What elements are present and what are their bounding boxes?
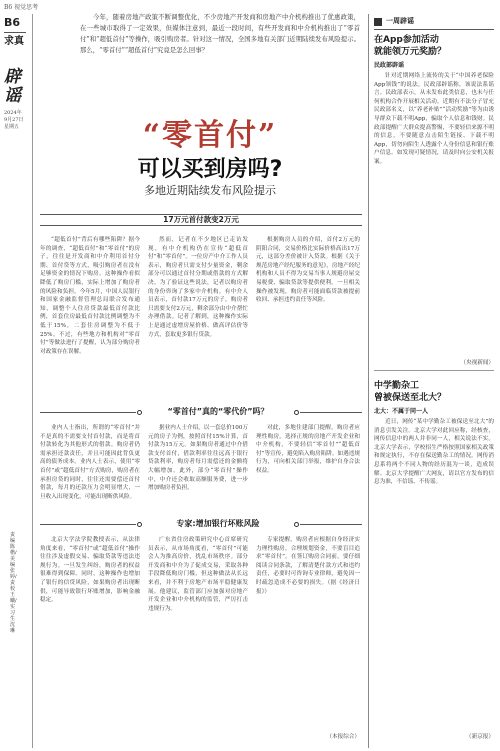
right-article2-source: 北大：不属于同一人: [374, 408, 429, 415]
lede-paragraph: 今年，随着房地产政策不断调整优化，不少房地产开发商和房地产中介机构推出了优惠政策，在一些城市取得了一定效果，但媒体注意到，最近一段时间，有些开发商和中介机构推出了“零首付”和“超低首付”等操作，吸引购房者。针对这一情况，全国多地有关部门近期陆续发布风险提示。那么，“零首付”“超低首付”究竟是怎么回事？: [80, 13, 360, 54]
right-article2-credit: （新京报）: [466, 734, 494, 740]
section2-col3: 对此，多地住建部门提醒，购房者应理性购房，选择正规的房地产开发企业和中介机构，不要轻信“零首付”“超低首付”等宣传，避免陷入购房陷阱。如遇违规行为，可向相关部门举报，维护自身合法权益。: [256, 425, 360, 474]
right-column-tag: 一周辟谣: [386, 17, 414, 25]
section2-title: “零首付”真的“零代价”吗？: [167, 407, 269, 416]
right-article1-credit: （央视新闻）: [460, 360, 494, 366]
editor-credit: 责编 陈楷/美编 张婷/责校 王曦/实习生 沈琳: [10, 532, 17, 634]
section-label: 求真: [4, 36, 24, 47]
section3-title: 专家:增加银行坏账风险: [176, 519, 260, 528]
section2-col1: 业内人士指出，所谓的“零首付”并不是真的不需要支付首付款，而是将首付款转化为其他形式的借款。购房者仍需承担还款责任，并且可能因此背负更高的债务成本。业内人士表示，使用“零首付”或“超低首付”方式购房，购房者在承担房贷的同时，往往还需要偿还首付借款，每月的还款压力会明显增大，一旦收入出现变化，可能出现断供风险。: [40, 425, 140, 500]
section3-col2: 广东省住房政策研究中心首席研究员表示，从市场角度看，“零首付”可能会人为推高房价，扰乱市场秩序。部分开发商和中介为了促成交易，采取各种手段降低购房门槛，但这种做法从长远来看，并不利于房地产市场平稳健康发展。他建议，监管部门应加强对房地产开发企业和中介机构的监管，严厉打击违规行为。: [148, 537, 248, 612]
page-number: B6: [4, 16, 21, 29]
page-header: B6 视觉思考: [4, 4, 39, 11]
issue-date: 2024年 9月27日 星期五: [4, 110, 24, 130]
right-article1-source: 民政部辟谣: [374, 62, 405, 69]
column-title: 辟谣: [4, 67, 21, 106]
section3-col1: 北京大学法学院教授表示，从法律角度来看，“零首付”或“超低首付”操作往往涉及虚假交易、骗取贷款等违法违规行为。一旦发生纠纷，购房者的权益很难得到保障。同时，这种操作也增加了银行的信贷风险，如果购房者出现断供，可能导致银行坏账增加，影响金融稳定。: [40, 537, 140, 604]
section1-col1: “超低首付”背后有哪些陷阱？据今年的调查，“超低首付”和“零首付”的房子，往往是开发商和中介利用首付分期、首付贷等方式，吸引购房者在没有足够资金的情况下购房。这种操作看似降低了购房门槛，实际上增加了购房者的风险和负担。今年5月，中国人民银行和国家金融监督管理总局联合发布通知，调整个人住房贷款最低首付款比例，首套住房最低首付款比例调整为不低于15%，二套住房调整为不低于25%。不过，有些地方和机构对“零首付”等做法进行了提醒，认为部分购房者对政策存在误解。: [40, 237, 140, 355]
headline-sub: 多地近期陆续发布风险提示: [144, 184, 276, 197]
right-article2-title: 中学勤杂工 曾被保送至北大？: [374, 381, 447, 403]
headline-quote: “零首付”: [142, 118, 278, 153]
section3-col3: 专家提醒，购房者应根据自身经济实力理性购房，合理规划资金，不要盲目追求“零首付”。在签订购房合同前，要仔细阅读合同条款，了解清楚付款方式和违约责任，必要时可咨询专业律师，避免因一时疏忽造成不必要的损失。（据《经济日报》）: [256, 537, 360, 595]
section1-col3: 根据购房人员的介绍，首付2万元的阴阳合同，交易价格比实际价格高出17万元，这部分差价被计入贷款。根据《关于规范房地产经纪服务的意见》，房地产经纪机构和人员不得为交易当事人规避房屋交易税费、骗取贷款等提供便利。一旦相关操作被发现，购房者可能面临贷款被提前收回、承担违约责任等风险。: [256, 237, 360, 304]
section3-credit: （本报综合）: [326, 734, 360, 740]
section1-col2: 然而，记者在不少地区已走访发现，有中介机构仍在宣传“超低首付”和“零首付”。一位房产中介工作人员表示，购房者只需支付少量资金，剩余部分可以通过首付分期或借款的方式解决。为了验证这些说法，记者以购房者的身份咨询了多家中介机构。有中介人员表示，首付款17万元的房子，购房者只需要支付2万元，剩余部分由中介帮忙办理借款。记者了解到，这种操作实际上是通过虚增房屋价格、做高评估价等方式，套取更多银行贷款。: [148, 237, 248, 338]
right-article1-title: 在App参加活动 就能领万元奖励？: [374, 35, 447, 57]
right-article2-body: 近日，网传“某中学勤杂工被保送至北大”的消息引发关注。北京大学对此回应称，经核查，网传信息中的两人并非同一人，相关说法不实。北京大学表示，学校招生严格按照国家相关政策和规定执行，不存在保送勤杂工的情况。网传消息系将两个不同人物的经历混为一谈，造成误解。北京大学提醒广大网友，请以官方发布的信息为准，不信谣、不传谣。: [374, 419, 494, 486]
sidebar: [0, 12, 32, 751]
section2-col2: 据业内人士介绍，以一套总价100万元的房子为例，按照首付15%计算，首付款为15万元。如果购房者通过中介借款支付首付，借款利率往往远高于银行贷款利率，购房者每月需偿还的金额将大幅增加。此外，部分“零首付”操作中，中介还会收取高额服务费，进一步增加购房者负担。: [148, 425, 248, 492]
right-article1-body: 针对近期网络上流传的关于“中国养老保险App领钱”的说法，民政部辟谣称，该说法系谣言。民政部表示，从未发布此类信息，也未与任何机构合作开展相关活动。近期有不法分子冒充民政部名义，以“养老补贴”“活动奖励”等为由诱导群众下载不明App，骗取个人信息和钱财。民政部提醒广大群众提高警惕，不要轻信来源不明的信息，不要随意点击陌生链接、下载不明App，切勿向陌生人透露个人身份信息和银行账户信息。如发现可疑情况，请及时向公安机关报案。: [374, 73, 494, 165]
headline-main: 可以买到房吗?: [137, 157, 283, 182]
section1-title: 17万元首付款变2万元: [163, 215, 239, 224]
